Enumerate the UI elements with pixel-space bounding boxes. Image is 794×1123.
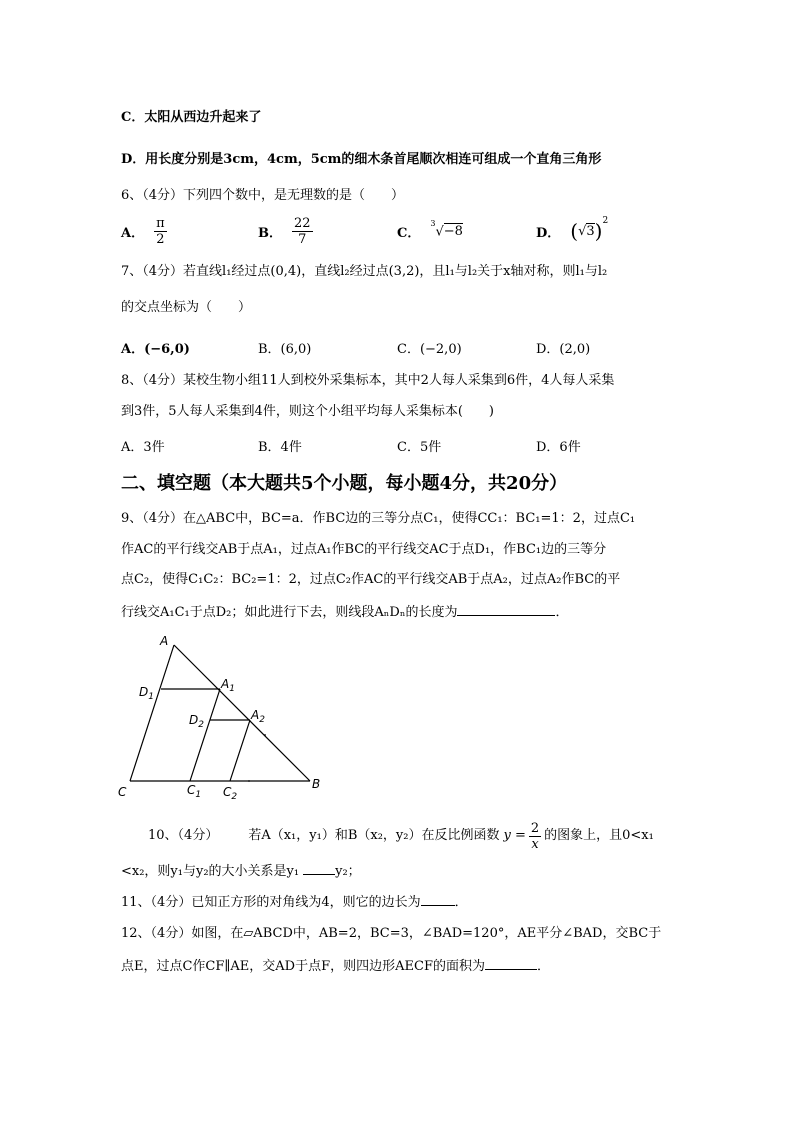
- q12-line2: 点E，过点C作CF∥AE，交AD于点F，则四边形AECF的面积为 ．: [121, 955, 550, 977]
- q7-option-c: C．(−2,0): [397, 341, 462, 357]
- q7-option-a: A．(−6,0): [121, 341, 190, 357]
- q8-option-d: D．6件: [536, 439, 581, 455]
- segment-a1-c1: [190, 689, 220, 781]
- q7-option-b: B．(6,0): [258, 341, 312, 357]
- fraction: $\frac{22}{7}$: [294, 215, 311, 247]
- cube-root: $^3$√−8: [430, 218, 463, 240]
- label-d1: $D_1$: [139, 685, 154, 702]
- q6-stem: 6、（4分）下列四个数中，是无理数的是（ ）: [121, 188, 405, 203]
- label-c2: $C_2$: [223, 785, 238, 802]
- label-a2: $A_2$: [251, 708, 265, 725]
- q6-options: [121, 214, 681, 248]
- fraction: $\frac{\pi}{2}$: [156, 215, 165, 247]
- q11-line: 11、（4分）已知正方形的对角线为4，则它的边长为 ．: [121, 891, 468, 913]
- q8-option-a: A．3件: [121, 439, 165, 455]
- q8-option-c: C．5件: [397, 439, 442, 455]
- label-c1: $C_1$: [187, 783, 202, 800]
- q8-option-b: B．4件: [258, 439, 302, 455]
- paren-left-icon: (: [570, 219, 579, 243]
- dot-mark: [248, 780, 250, 782]
- q9-line4: 行线交A₁C₁于点D₂；如此进行下去，则线段AₙDₙ的长度为 ．: [121, 601, 568, 623]
- label-b: B: [312, 777, 321, 791]
- option-c-q5: C．太阳从西边升起来了: [121, 110, 262, 125]
- paren-right-icon: ): [594, 219, 603, 243]
- q8-stem-line2: 到3件，5人每人采集到4件，则这个小组平均每人采集标本( ): [121, 404, 494, 419]
- q6-option-d: D． ( √ 3 ) $^2$: [536, 216, 609, 243]
- label-c: C: [118, 785, 127, 799]
- q12-line1: 12、（4分）如图，在▱ABCD中，AB=2，BC=3，∠BAD=120°，AE平分∠BAD，交BC于: [121, 926, 662, 941]
- answer-blank[interactable]: [457, 601, 555, 616]
- q8-options: [121, 428, 681, 462]
- q10-line2: <x₂，则y₁与y₂的大小关系是y₁ y₂；: [121, 860, 361, 882]
- triangle-figure: [110, 630, 340, 805]
- q6-option-c: C． $^3$√−8: [397, 218, 463, 241]
- section-heading-fill-in: 二、填空题（本大题共5个小题，每小题4分，共20分）: [121, 473, 568, 494]
- answer-blank[interactable]: [485, 955, 537, 970]
- q6-option-a: A． $\frac{\pi}{2}$: [121, 215, 165, 247]
- fraction: $\frac{2}{x}$: [530, 820, 540, 852]
- segment-a2-c2: [230, 720, 250, 781]
- q9-line2: 作AC的平行线交AB于点A₁，过点A₁作BC的平行线交AC于点D₁，作BC₁边的三等分: [121, 542, 607, 557]
- label-a1: $A_1$: [221, 677, 235, 694]
- q6-option-b: B． $\frac{22}{7}$: [258, 215, 311, 247]
- answer-blank[interactable]: [303, 860, 335, 875]
- radical-icon: √: [435, 224, 444, 240]
- q8-stem-line1: 8、（4分）某校生物小组11人到校外采集标本，其中2人每人采集到6件，4人每人采集: [121, 373, 615, 388]
- q7-stem-line1: 7、（4分）若直线l₁经过点(0,4)，直线l₂经过点(3,2)，且l₁与l₂关于x轴对称，则l₁与l₂: [121, 264, 608, 279]
- dot-mark: [264, 734, 266, 736]
- q7-stem-line2: 的交点坐标为（ ）: [121, 300, 252, 315]
- radical-icon: √: [578, 223, 587, 239]
- side-ac: [130, 645, 174, 781]
- answer-blank[interactable]: [421, 891, 455, 906]
- q7-option-d: D．(2,0): [536, 341, 591, 357]
- label-a: A: [160, 634, 169, 648]
- label-d2: $D_2$: [189, 713, 204, 730]
- q9-line3: 点C₂，使得C₁C₂：BC₂=1：2，过点C₂作AC的平行线交AB于点A₂，过点A₂作BC的平: [121, 572, 621, 587]
- q10-line1: 10、（4分） 若A（x₁，y₁）和B（x₂，y₂）在反比例函数 y = $\frac{2}{x}$ 的图象上，且0<x₁: [148, 820, 654, 852]
- q7-options: [121, 330, 681, 364]
- option-d-q5: D．用长度分别是3cm，4cm，5cm的细木条首尾顺次相连可组成一个直角三角形: [121, 152, 602, 167]
- q9-line1: 9、（4分）在△ABC中，BC=a．作BC边的三等分点C₁，使得CC₁：BC₁=1：2，过点C₁: [121, 511, 636, 526]
